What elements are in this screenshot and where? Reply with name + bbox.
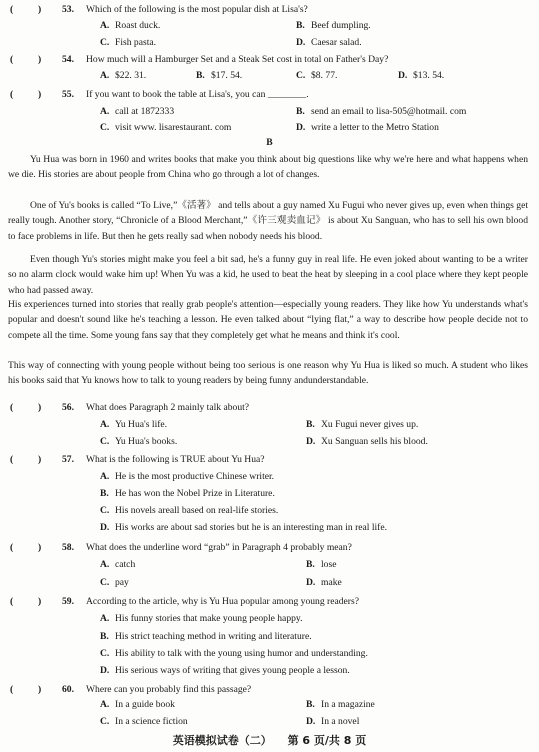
question-number: 60. [62, 684, 74, 695]
exam-title: 英语模拟试卷（二） [172, 734, 272, 747]
question-number: 56. [62, 402, 74, 413]
option-d: D. Xu Sanguan sells his blood. [306, 436, 428, 447]
answer-blank: ( [10, 89, 14, 100]
question-60: ( ) 60. Where can you probably find this passage? [10, 684, 252, 695]
option-b: B. lose [306, 559, 337, 570]
question-stem: Where can you probably find this passage? [86, 684, 252, 695]
question-number: 57. [62, 454, 74, 465]
option-d: D. write a letter to the Metro Station [296, 122, 439, 133]
question-stem: Which of the following is the most popular dish at Lisa's? [86, 4, 308, 15]
question-number: 53. [62, 4, 74, 15]
option-a: A. His funny stories that make young people happy. [100, 613, 303, 624]
option-a: A. $22. 31. [100, 70, 147, 81]
option-b: B. Xu Fugui never gives up. [306, 419, 419, 430]
q60-option-d: D. In a novel [306, 716, 360, 727]
question-stem: What does Paragraph 2 mainly talk about? [86, 402, 250, 413]
option-b: B. He has won the Nobel Prize in Literature. [100, 488, 275, 499]
paragraph-3: Even though Yu's stories might make you feel a bit sad, he's a funny guy in real life. He even joked about wanting to be a writer so no alarm clock would wake him up! When Yu was a kid, he used to beat the heat by sleeping in a cool place where they kept people who had passed away. [8, 254, 528, 296]
question-stem: How much will a Hamburger Set and a Steak Set cost in total on Father's Day? [86, 54, 389, 65]
paragraph-5: This way of connecting with young people without being too serious is one reason why Yu Hua is liked so much. A student who likes his books said that Yu knows how to talk to young readers by being funny andunderstandable. [8, 360, 528, 387]
question-56: ( ) 56. What does Paragraph 2 mainly talk about? [10, 402, 250, 413]
option-b: B. Beef dumpling. [296, 20, 371, 31]
question-number: 58. [62, 542, 74, 553]
page-footer [0, 734, 539, 749]
answer-blank: ( [10, 4, 14, 15]
option-c: C. pay [100, 577, 129, 588]
paragraph-2: One of Yu's books is called “To Live,”《活著》 and tells about a guy named Xu Fugui who never gives up, even when things get really tough. Another story, “Chronicle of a Blood Merchant,”《许三观卖血记》 is about Xu Sanguan, who has to sell his own blood to face problems in life. But then he gets really sad when nobody needs his blood. [8, 200, 528, 242]
question-54: ( ) 54. How much will a Hamburger Set and a Steak Set cost in total on Father's Day? [10, 54, 389, 65]
question-stem: What is the following is TRUE about Yu Hua? [86, 454, 265, 465]
option-a: A. He is the most productive Chinese writer. [100, 471, 275, 482]
option-c: C. His novels areall based on real-life stories. [100, 505, 279, 516]
answer-blank: ( [10, 402, 14, 413]
option-c: C. His ability to talk with the young using humor and understanding. [100, 648, 368, 659]
passage-title: B [266, 137, 273, 148]
question-57: ( ) 57. What is the following is TRUE about Yu Hua? [10, 454, 265, 465]
question-number: 55. [62, 89, 74, 100]
question-55: ( ) 55. If you want to book the table at Lisa's, you can ________. [10, 89, 309, 100]
answer-blank: ( [10, 596, 14, 607]
option-a: A. call at 1872333 [100, 106, 175, 117]
question-number: 54. [62, 54, 74, 65]
option-a: A. Yu Hua's life. [100, 419, 168, 430]
option-b: B. His strict teaching method in writing and literature. [100, 631, 312, 642]
option-a: A. catch [100, 559, 136, 570]
option-b: B. send an email to lisa-505@hotmail. com [296, 106, 467, 117]
question-stem: According to the article, why is Yu Hua popular among young readers? [86, 596, 359, 607]
option-c: C. Yu Hua's books. [100, 436, 178, 447]
option-d: D. make [306, 577, 342, 588]
option-d: D. Caesar salad. [296, 37, 362, 48]
answer-blank: ( [10, 542, 14, 553]
paragraph-1: Yu Hua was born in 1960 and writes books that make you think about big questions like why we're here and what happens when we die. His stories are about people from China who go through a lot of changes. [8, 154, 528, 181]
answer-blank: ( [10, 454, 14, 465]
q60-option-b: B. In a magazine [306, 699, 375, 710]
option-c: C. Fish pasta. [100, 37, 157, 48]
option-c: C. $8. 77. [296, 70, 338, 81]
option-d: D. $13. 54. [398, 70, 445, 81]
question-59: ( ) 59. According to the article, why is Yu Hua popular among young readers? [10, 596, 359, 607]
question-stem: If you want to book the table at Lisa's, you can ________. [86, 89, 309, 100]
question-number: 59. [62, 596, 74, 607]
answer-blank: ( [10, 684, 14, 695]
answer-blank: ( [10, 54, 14, 65]
option-d: D. His works are about sad stories but he is an interesting man in real life. [100, 522, 388, 533]
paragraph-4: His experiences turned into stories that really grab people's attention—especially young readers. They like how Yu understands what's popular and doesn't sound like he's teaching a lesson. He even talked about “lying flat,” a way to describe how people decide not to compete all the time. Some young fans say that they completely get what he means and think it's cool. [8, 299, 528, 341]
option-c: C. visit www. lisarestaurant. com [100, 122, 232, 133]
option-d: D. His serious ways of writing that gives young people a lesson. [100, 665, 350, 676]
q60-option-a: A. In a guide book [100, 699, 175, 710]
option-b: B. $17. 54. [196, 70, 243, 81]
question-58: ( ) 58. What does the underline word “grab” in Paragraph 4 probably mean? [10, 542, 352, 553]
page-number: 第 6 页/共 8 页 [287, 734, 367, 747]
question-53: ( ) 53. Which of the following is the most popular dish at Lisa's? [10, 4, 308, 15]
question-stem: What does the underline word “grab” in Paragraph 4 probably mean? [86, 542, 352, 553]
q60-option-c: C. In a science fiction [100, 716, 188, 727]
option-a: A. Roast duck. [100, 20, 161, 31]
